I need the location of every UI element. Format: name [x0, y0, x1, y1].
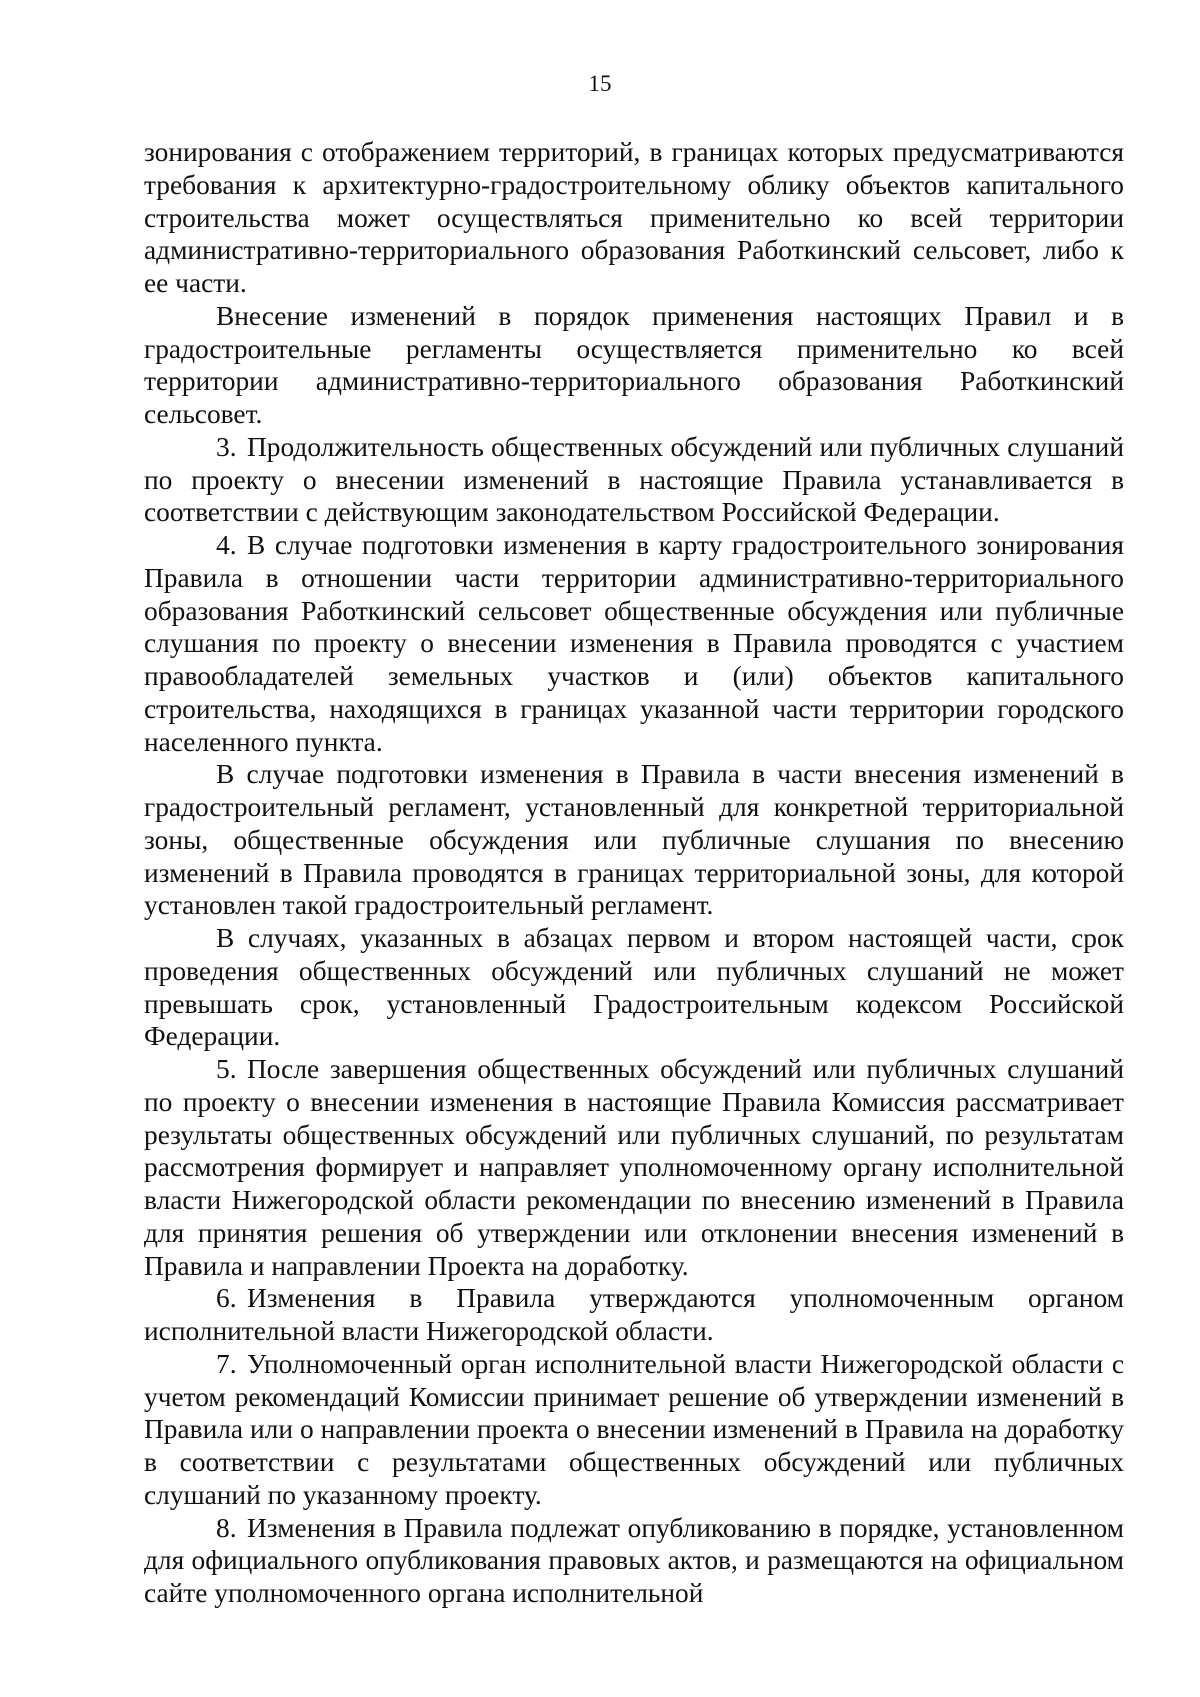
paragraph-text: После завершения общественных обсуждений или публичных слушаний по проекту о внесении изменения в настоящие Правила Комиссия рассматривает результаты общественных обсуждений или публичных слушаний, по результатам рассмотрения формирует и направляет уполномоченному органу исполнительной власти Нижегородской области рекомендации по внесению изменений в Правила для принятия решения об утверждении или отклонении внесения изменений в Правила и направлении Проекта на доработку.: [144, 1054, 1124, 1281]
paragraph-text: В случае подготовки изменения в карту градостроительного зонирования Правила в отношении части территории административно-территориального образования Работкинский сельсовет общественные обсуждения или публичные слушания по проекту о внесении изменения в Правила проводятся с участием правообладателей земельных участков и (или) объектов капитального строительства, находящихся в границах указанной части территории городского населенного пункта.: [144, 530, 1124, 757]
page-number: 15: [588, 71, 612, 96]
paragraph-text: Внесение изменений в порядок применения настоящих Правил и в градостроительные регламенты осуществляется применительно ко всей территории административно-территориального образования Работкинский сельсовет.: [144, 300, 1124, 429]
document-body: [144, 136, 1124, 1610]
paragraph-number: 8.: [216, 1512, 237, 1543]
numbered-paragraph-8: [144, 1512, 1124, 1610]
numbered-paragraph-7: [144, 1348, 1124, 1512]
paragraph-text: В случаях, указанных в абзацах первом и втором настоящей части, срок проведения общественных обсуждений или публичных слушаний не может превышать срок, установленный Градостроительным кодексом Российской Федерации.: [144, 923, 1124, 1052]
paragraph: [144, 922, 1124, 1053]
paragraph-text: Продолжительность общественных обсуждений или публичных слушаний по проекту о внесении изменений в настоящие Правила устанавливается в соответствии с действующим законодательством Российской Федерации.: [144, 431, 1124, 528]
paragraph-text: Уполномоченный орган исполнительной власти Нижегородской области с учетом рекомендаций Комиссии принимает решение об утверждении изменений в Правила или о направлении проекта о внесении изменений в Правила на доработку в соответствии с результатами общественных обсуждений или публичных слушаний по указанному проекту.: [144, 1348, 1124, 1510]
paragraph-number: 5.: [216, 1054, 237, 1084]
paragraph-number: 4.: [216, 530, 237, 560]
paragraph-continuation: [144, 136, 1124, 300]
numbered-paragraph-4: [144, 529, 1124, 758]
paragraph-number: 3.: [216, 431, 237, 462]
numbered-paragraph-3: [144, 431, 1124, 529]
paragraph: [144, 758, 1124, 922]
paragraph-number: 6.: [216, 1283, 237, 1314]
numbered-paragraph-5: [144, 1053, 1124, 1282]
paragraph-number: 7.: [216, 1348, 237, 1379]
paragraph-text: В случае подготовки изменения в Правила в части внесения изменений в градостроительный регламент, установленный для конкретной территориальной зоны, общественные обсуждения или публичные слушания по внесению изменений в Правила проводятся в границах территориальной зоны, для которой установлен такой градостроительный регламент.: [144, 759, 1124, 921]
paragraph-text: зонирования с отображением территорий, в границах которых предусматриваются требования к архитектурно-градостроительному облику объектов капитального строительства может осуществляться применительно ко всей территории административно-территориального образования Работкинский сельсовет, либо к ее части.: [144, 137, 1124, 298]
numbered-paragraph-6: [144, 1282, 1124, 1348]
paragraph-text: Изменения в Правила подлежат опубликованию в порядке, установленном для официального опубликования правовых актов, и размещаются на официальном сайте уполномоченного органа исполнительной: [144, 1512, 1124, 1608]
paragraph: [144, 300, 1124, 431]
paragraph-text: Изменения в Правила утверждаются уполномоченным органом исполнительной власти Нижегородской области.: [144, 1283, 1124, 1346]
